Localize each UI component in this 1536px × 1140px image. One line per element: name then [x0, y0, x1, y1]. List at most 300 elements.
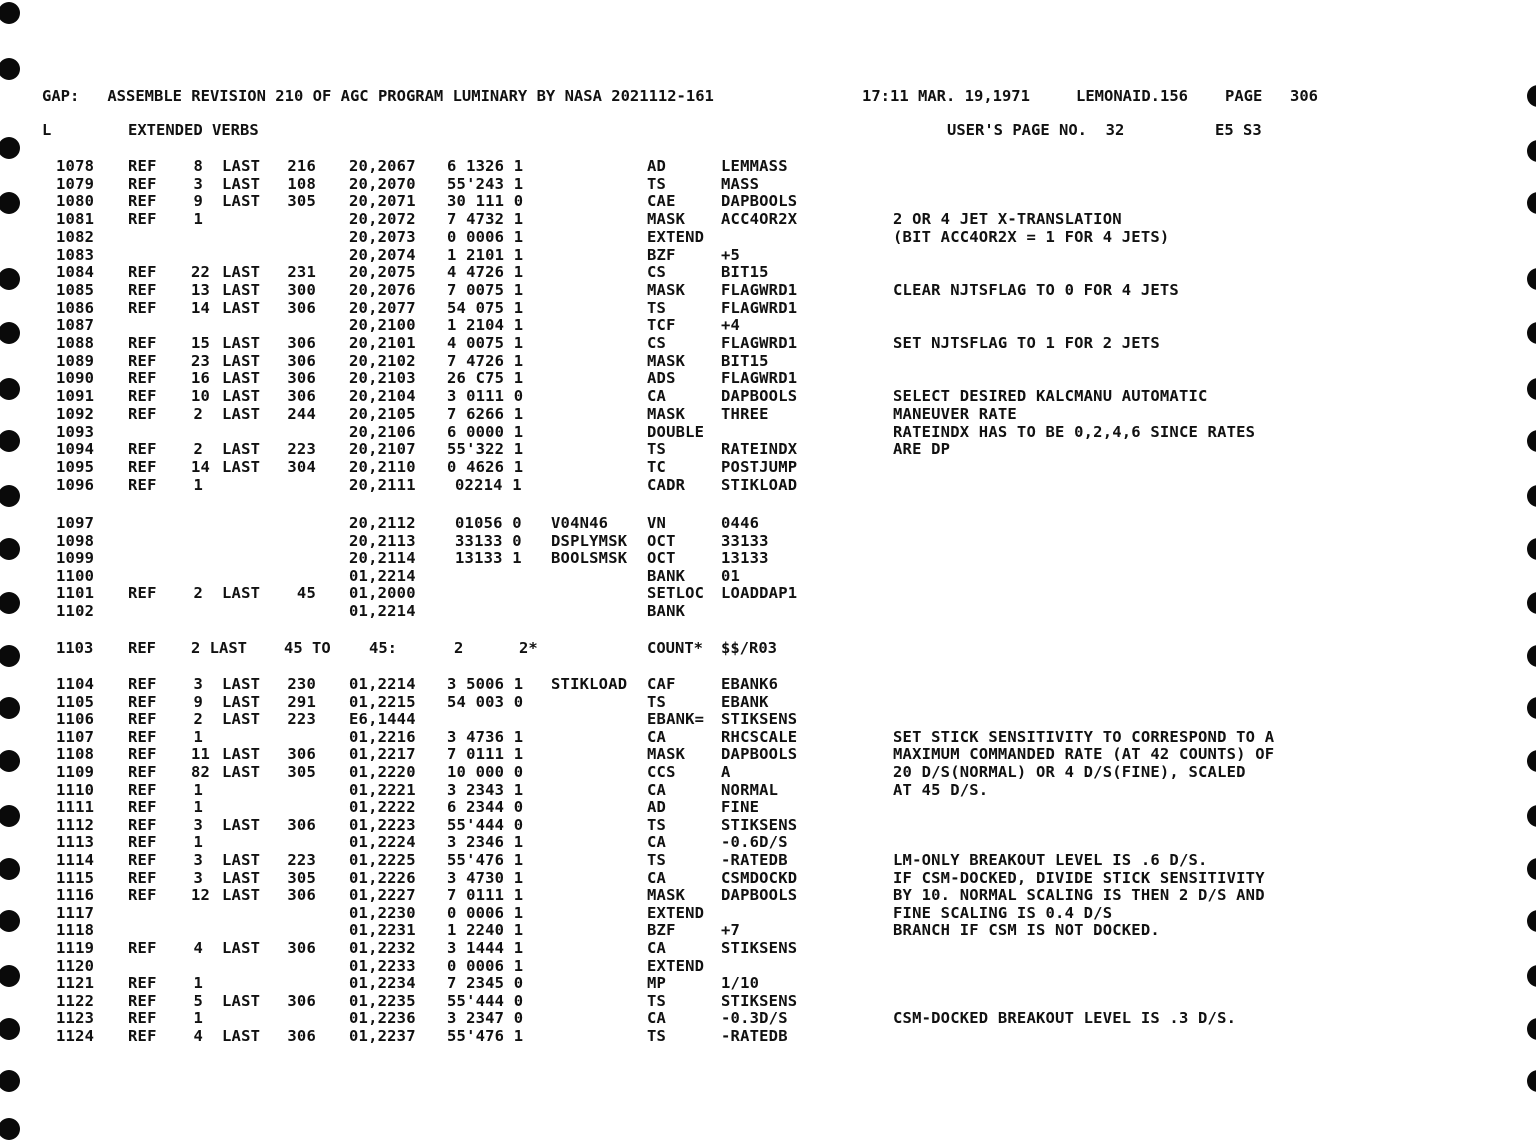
last-label: LAST	[222, 815, 261, 834]
last-label: LAST	[222, 1027, 261, 1045]
ref-count: 14	[191, 298, 211, 317]
address: 20,2070	[349, 174, 416, 193]
ref-label: REF	[128, 710, 157, 729]
last-page: 306	[287, 815, 316, 834]
octal-code: 0 4626 1	[447, 457, 524, 476]
ref-label: REF	[128, 727, 157, 746]
ref-count: 9	[193, 692, 203, 711]
line-number: 1124	[56, 1027, 95, 1045]
ref-label: REF	[128, 745, 157, 764]
sprocket-hole	[1527, 268, 1536, 290]
line-number: 1110	[56, 780, 95, 799]
operand: 33133	[721, 531, 769, 550]
ref-count: 1	[193, 210, 203, 229]
line-number: 1088	[56, 334, 95, 352]
line-number: 1091	[56, 387, 95, 406]
timestamp: 17:11 MAR. 19,1971	[862, 87, 1030, 105]
octal-code: 13133 1	[455, 549, 522, 568]
opcode: TS	[647, 298, 667, 317]
ref-count: 12	[191, 886, 211, 905]
line-number: 1079	[56, 174, 95, 193]
last-label: LAST	[222, 851, 261, 869]
ref-label: REF	[128, 692, 157, 711]
opcode: ADS	[647, 369, 676, 388]
sprocket-hole	[1527, 485, 1536, 507]
opcode: TCF	[647, 316, 676, 335]
sprocket-hole	[0, 750, 20, 772]
operand: RATEINDX	[721, 440, 798, 459]
line-number: 1096	[56, 475, 95, 494]
address: 01,2226	[349, 868, 416, 887]
line-number: 1120	[56, 956, 95, 975]
opcode: BANK	[647, 602, 686, 620]
sprocket-hole	[0, 192, 20, 214]
last-page: 304	[287, 457, 316, 476]
last-label: LAST	[222, 298, 261, 317]
line-number: 1121	[56, 974, 95, 993]
line-number: 1112	[56, 815, 95, 834]
count-line-op: COUNT*	[647, 639, 703, 657]
ref-count: 4	[193, 1027, 203, 1045]
sprocket-hole	[1527, 430, 1536, 452]
address: 20,2102	[349, 351, 416, 370]
operand: THREE	[721, 404, 769, 423]
ref-count: 23	[191, 351, 211, 370]
address: 20,2072	[349, 210, 416, 229]
sprocket-hole	[1527, 1018, 1536, 1040]
opcode: TS	[647, 440, 667, 459]
octal-code: 55'476 1	[447, 1027, 524, 1045]
sprocket-hole	[0, 1070, 20, 1092]
sprocket-hole	[1527, 697, 1536, 719]
comment: MAXIMUM COMMANDED RATE (AT 42 COUNTS) OF	[893, 745, 1275, 764]
operand: -0.6D/S	[721, 833, 788, 852]
last-label: LAST	[222, 440, 261, 459]
line-number: 1083	[56, 245, 95, 264]
comment: ARE DP	[893, 440, 951, 459]
sprocket-hole	[0, 697, 20, 719]
line-number: 1089	[56, 351, 95, 370]
ref-label: REF	[128, 833, 157, 852]
operand: STIKSENS	[721, 939, 798, 957]
opcode: MASK	[647, 404, 686, 423]
operand: NORMAL	[721, 780, 779, 799]
count-line-n2: 2*	[519, 639, 538, 657]
operand: BIT15	[721, 351, 769, 370]
opcode: CADR	[647, 475, 686, 494]
last-label: LAST	[222, 351, 261, 370]
sprocket-hole	[0, 322, 20, 344]
symbol-label: V04N46	[551, 514, 609, 532]
opcode: DOUBLE	[647, 422, 705, 441]
sprocket-hole	[0, 965, 20, 987]
line-number: 1101	[56, 584, 95, 603]
octal-code: 4 4726 1	[447, 263, 524, 282]
opcode: EXTEND	[647, 903, 705, 922]
operand: +4	[721, 316, 741, 335]
operand: LEMMASS	[721, 157, 788, 175]
last-page: 305	[287, 868, 316, 887]
octal-code: 0 0006 1	[447, 956, 524, 975]
opcode: MASK	[647, 210, 686, 229]
ref-label: REF	[128, 763, 157, 781]
address: 01,2214	[349, 675, 416, 693]
opcode: EXTEND	[647, 227, 705, 246]
ref-label: REF	[128, 851, 157, 869]
sprocket-hole	[0, 538, 20, 560]
operand: FLAGWRD1	[721, 334, 798, 352]
address: 01,2236	[349, 1009, 416, 1028]
octal-code: 3 0111 0	[447, 387, 524, 406]
operand: RHCSCALE	[721, 727, 798, 746]
octal-code: 7 4726 1	[447, 351, 524, 370]
address: 20,2114	[349, 549, 416, 568]
line-number: 1087	[56, 316, 95, 335]
address: 20,2101	[349, 334, 416, 352]
address: 01,2215	[349, 692, 416, 711]
ref-label: REF	[128, 939, 157, 957]
address: 01,2237	[349, 1027, 416, 1045]
ref-label: REF	[128, 298, 157, 317]
ref-count: 1	[193, 780, 203, 799]
octal-code: 6 0000 1	[447, 422, 524, 441]
ref-count: 1	[193, 798, 203, 817]
opcode: TC	[647, 457, 667, 476]
operand: +7	[721, 921, 741, 940]
sprocket-hole	[1527, 192, 1536, 214]
operand: A	[721, 763, 731, 781]
comment: CSM-DOCKED BREAKOUT LEVEL IS .3 D/S.	[893, 1009, 1237, 1028]
symbol-label: STIKLOAD	[551, 675, 628, 693]
ref-count: 3	[193, 868, 203, 887]
ref-count: 16	[191, 369, 211, 388]
sprocket-hole	[0, 137, 20, 159]
operand: DAPBOOLS	[721, 387, 798, 406]
operand: DAPBOOLS	[721, 192, 798, 211]
address: 01,2231	[349, 921, 416, 940]
count-line-operand: $$/R03	[721, 639, 777, 657]
octal-code: 1 2104 1	[447, 316, 524, 335]
opcode: CCS	[647, 763, 676, 781]
ref-count: 10	[191, 387, 211, 406]
last-page: 306	[287, 939, 316, 957]
address: 20,2067	[349, 157, 416, 175]
operand: FLAGWRD1	[721, 298, 798, 317]
octal-code: 7 6266 1	[447, 404, 524, 423]
octal-code: 1 2101 1	[447, 245, 524, 264]
octal-code: 33133 0	[455, 531, 522, 550]
comment: IF CSM-DOCKED, DIVIDE STICK SENSITIVITY	[893, 868, 1265, 887]
operand: STIKSENS	[721, 710, 798, 729]
opcode: AD	[647, 798, 667, 817]
user-page-number: USER'S PAGE NO. 32	[947, 121, 1125, 139]
last-page: 306	[287, 387, 316, 406]
address: 01,2223	[349, 815, 416, 834]
address: 20,2076	[349, 280, 416, 299]
operand: -RATEDB	[721, 851, 788, 869]
octal-code: 55'476 1	[447, 851, 524, 869]
last-label: LAST	[222, 457, 261, 476]
octal-code: 0 0006 1	[447, 903, 524, 922]
sprocket-hole	[0, 268, 20, 290]
ref-count: 1	[193, 1009, 203, 1028]
ref-label: REF	[128, 404, 157, 423]
ref-label: REF	[128, 157, 157, 175]
last-label: LAST	[222, 192, 261, 211]
last-page: 291	[287, 692, 316, 711]
last-page: 305	[287, 763, 316, 781]
line-number: 1122	[56, 991, 95, 1010]
line-number: 1107	[56, 727, 95, 746]
ref-label: REF	[128, 1009, 157, 1028]
comment: MANEUVER RATE	[893, 404, 1017, 423]
ref-count: 5	[193, 991, 203, 1010]
operand: ACC4OR2X	[721, 210, 798, 229]
last-page: 306	[287, 1027, 316, 1045]
octal-code: 7 2345 0	[447, 974, 524, 993]
comment: LM-ONLY BREAKOUT LEVEL IS .6 D/S.	[893, 851, 1208, 869]
ref-label: REF	[128, 457, 157, 476]
symbol-label: DSPLYMSK	[551, 531, 628, 550]
last-label: LAST	[222, 886, 261, 905]
operand: +5	[721, 245, 741, 264]
address: 01,2214	[349, 602, 416, 620]
opcode: CA	[647, 1009, 667, 1028]
page-number: 306	[1290, 87, 1318, 105]
last-page: 306	[287, 298, 316, 317]
page-label: PAGE	[1225, 87, 1263, 105]
ref-count: 2	[193, 440, 203, 459]
address: 01,2216	[349, 727, 416, 746]
last-page: 231	[287, 263, 316, 282]
opcode: OCT	[647, 549, 676, 568]
octal-code: 3 4736 1	[447, 727, 524, 746]
octal-code: 55'444 0	[447, 991, 524, 1010]
operand: POSTJUMP	[721, 457, 798, 476]
count-line-number: 1103	[56, 639, 94, 657]
operand: -RATEDB	[721, 1027, 788, 1045]
octal-code: 55'444 0	[447, 815, 524, 834]
sprocket-hole	[1527, 910, 1536, 932]
last-page: 45	[296, 584, 316, 603]
line-number: 1115	[56, 868, 95, 887]
operand: DAPBOOLS	[721, 745, 798, 764]
line-number: 1113	[56, 833, 95, 852]
last-page: 306	[287, 369, 316, 388]
operand: FLAGWRD1	[721, 280, 798, 299]
octal-code: 26 C75 1	[447, 369, 524, 388]
ref-count: 3	[193, 174, 203, 193]
octal-code: 3 2347 0	[447, 1009, 524, 1028]
last-page: 305	[287, 192, 316, 211]
address: 20,2107	[349, 440, 416, 459]
opcode: AD	[647, 157, 667, 175]
count-line-ref: REF	[128, 639, 156, 657]
address: 20,2105	[349, 404, 416, 423]
opcode: MASK	[647, 351, 686, 370]
comment: SELECT DESIRED KALCMANU AUTOMATIC	[893, 387, 1208, 406]
line-number: 1082	[56, 227, 95, 246]
last-label: LAST	[222, 263, 261, 282]
opcode: MASK	[647, 280, 686, 299]
ref-label: REF	[128, 263, 157, 282]
address: 01,2230	[349, 903, 416, 922]
count-line-end: 45:	[369, 639, 397, 657]
octal-code: 4 0075 1	[447, 334, 524, 352]
line-number: 1093	[56, 422, 95, 441]
address: 01,2235	[349, 991, 416, 1010]
octal-code: 7 0111 1	[447, 886, 524, 905]
line-number: 1095	[56, 457, 95, 476]
section-title: EXTENDED VERBS	[128, 121, 259, 139]
opcode: OCT	[647, 531, 676, 550]
operand: STIKSENS	[721, 815, 798, 834]
octal-code: 54 003 0	[447, 692, 524, 711]
sprocket-hole	[0, 1018, 20, 1040]
sprocket-hole	[0, 805, 20, 827]
line-number: 1098	[56, 531, 95, 550]
address: 20,2074	[349, 245, 416, 264]
sprocket-hole	[1527, 645, 1536, 667]
opcode: CA	[647, 387, 667, 406]
last-page: 306	[287, 745, 316, 764]
operand: FLAGWRD1	[721, 369, 798, 388]
octal-code: 54 075 1	[447, 298, 524, 317]
line-number: 1118	[56, 921, 95, 940]
sprocket-hole	[0, 1118, 20, 1140]
sprocket-hole	[1527, 140, 1536, 162]
source-file: LEMONAID.156	[1076, 87, 1188, 105]
address: 20,2111	[349, 475, 416, 494]
opcode: CA	[647, 939, 667, 957]
last-page: 306	[287, 991, 316, 1010]
comment: (BIT ACC4OR2X = 1 FOR 4 JETS)	[893, 227, 1170, 246]
ref-label: REF	[128, 815, 157, 834]
comment: FINE SCALING IS 0.4 D/S	[893, 903, 1113, 922]
symbol-label: BOOLSMSK	[551, 549, 628, 568]
ref-label: REF	[128, 868, 157, 887]
sprocket-hole	[0, 592, 20, 614]
ref-label: REF	[128, 387, 157, 406]
sprocket-hole	[1527, 322, 1536, 344]
octal-code: 3 2346 1	[447, 833, 524, 852]
octal-code: 3 1444 1	[447, 939, 524, 957]
ref-count: 8	[193, 157, 203, 175]
sprocket-hole	[0, 58, 20, 80]
comment: 20 D/S(NORMAL) OR 4 D/S(FINE), SCALED	[893, 763, 1246, 781]
last-label: LAST	[222, 157, 261, 175]
line-number: 1078	[56, 157, 95, 175]
line-number: 1106	[56, 710, 95, 729]
last-page: 216	[287, 157, 316, 175]
sprocket-hole	[1527, 858, 1536, 880]
ref-label: REF	[128, 675, 157, 693]
address: 01,2233	[349, 956, 416, 975]
opcode: CS	[647, 334, 667, 352]
ref-count: 14	[191, 457, 211, 476]
address: 20,2071	[349, 192, 416, 211]
sprocket-hole	[0, 858, 20, 880]
line-number: 1104	[56, 675, 95, 693]
address: 20,2100	[349, 316, 416, 335]
operand: 1/10	[721, 974, 760, 993]
octal-code: 7 0111 1	[447, 745, 524, 764]
address: E6,1444	[349, 710, 416, 729]
ref-count: 2	[193, 404, 203, 423]
address: 01,2227	[349, 886, 416, 905]
last-label: LAST	[222, 584, 261, 603]
operand: -0.3D/S	[721, 1009, 788, 1028]
opcode: TS	[647, 692, 667, 711]
address: 20,2106	[349, 422, 416, 441]
ref-label: REF	[128, 192, 157, 211]
sprocket-hole	[1527, 750, 1536, 772]
octal-code: 7 0075 1	[447, 280, 524, 299]
operand: EBANK	[721, 692, 769, 711]
ref-count: 13	[191, 280, 211, 299]
last-label: LAST	[222, 174, 261, 193]
sprocket-hole	[1527, 538, 1536, 560]
line-number: 1109	[56, 763, 95, 781]
ref-count: 82	[191, 763, 211, 781]
ref-label: REF	[128, 174, 157, 193]
last-label: LAST	[222, 991, 261, 1010]
ref-count: 3	[193, 815, 203, 834]
opcode: SETLOC	[647, 584, 705, 603]
ref-label: REF	[128, 780, 157, 799]
opcode: CAF	[647, 675, 676, 693]
last-label: LAST	[222, 939, 261, 957]
ref-label: REF	[128, 991, 157, 1010]
last-page: 223	[287, 851, 316, 869]
address: 01,2232	[349, 939, 416, 957]
ref-count: 1	[193, 475, 203, 494]
address: 20,2073	[349, 227, 416, 246]
ref-count: 2	[193, 584, 203, 603]
operand: STIKLOAD	[721, 475, 798, 494]
line-number: 1099	[56, 549, 95, 568]
opcode: VN	[647, 514, 667, 532]
sprocket-hole	[0, 378, 20, 400]
ref-count: 11	[191, 745, 211, 764]
address: 01,2221	[349, 780, 416, 799]
opcode: EBANK=	[647, 710, 705, 729]
last-label: LAST	[222, 387, 261, 406]
opcode: TS	[647, 1027, 667, 1045]
ref-count: 2	[193, 710, 203, 729]
opcode: TS	[647, 174, 667, 193]
opcode: BANK	[647, 566, 686, 585]
operand: LOADDAP1	[721, 584, 798, 603]
comment: RATEINDX HAS TO BE 0,2,4,6 SINCE RATES	[893, 422, 1256, 441]
last-label: LAST	[222, 404, 261, 423]
comment: CLEAR NJTSFLAG TO 0 FOR 4 JETS	[893, 280, 1179, 299]
address: 01,2225	[349, 851, 416, 869]
last-label: LAST	[222, 868, 261, 887]
last-page: 230	[287, 675, 316, 693]
octal-code: 6 2344 0	[447, 798, 524, 817]
opcode: CA	[647, 833, 667, 852]
line-number: 1086	[56, 298, 95, 317]
ref-count: 1	[193, 727, 203, 746]
opcode: CS	[647, 263, 667, 282]
sprocket-hole	[0, 910, 20, 932]
octal-code: 3 5006 1	[447, 675, 524, 693]
address: 01,2234	[349, 974, 416, 993]
last-page: 300	[287, 280, 316, 299]
address: 01,2222	[349, 798, 416, 817]
last-label: LAST	[222, 745, 261, 764]
